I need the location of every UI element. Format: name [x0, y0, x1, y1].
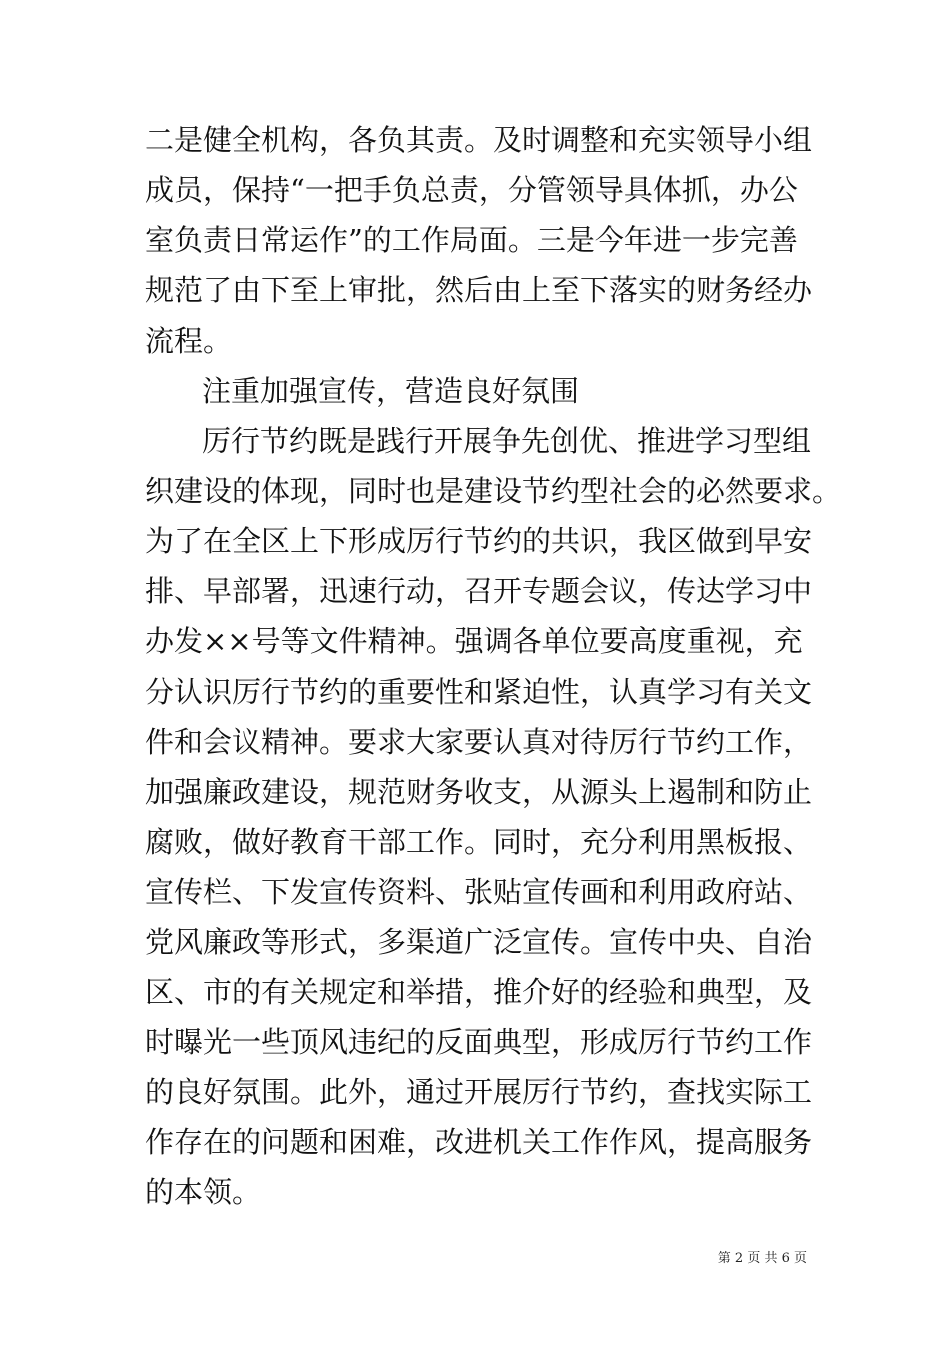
text-line-14: 加强廉政建设，规范财务收支，从源头上遏制和防止: [145, 775, 813, 809]
text-line-12: 分认识厉行节约的重要性和紧迫性，认真学习有关文: [145, 675, 813, 709]
page-number: 第 2 页 共 6 页: [717, 1251, 807, 1266]
text-line-1: 二是健全机构，各负其责。及时调整和充实领导小组: [145, 123, 813, 157]
text-line-16: 宣传栏、下发宣传资料、张贴宣传画和利用政府站、: [145, 875, 813, 909]
text-line-3: 室负责日常运作”的工作局面。三是今年进一步完善: [145, 223, 798, 257]
text-line-9: 为了在全区上下形成厉行节约的共识，我区做到早安: [145, 524, 813, 558]
text-line-2: 成员，保持“一把手负总责，分管领导具体抓，办公: [145, 173, 798, 207]
section-heading: 注重加强宣传，营造良好氛围: [202, 374, 580, 408]
text-line-5: 流程。: [145, 324, 233, 358]
text-line-21: 作存在的问题和困难，改进机关工作作风，提高服务: [145, 1125, 813, 1159]
text-line-11: 办发××号等文件精神。强调各单位要高度重视，充: [145, 624, 803, 658]
text-line-18: 区、市的有关规定和举措，推介好的经验和典型，及: [145, 975, 813, 1009]
text-line-15: 腐败，做好教育干部工作。同时，充分利用黑板报、: [145, 825, 813, 859]
text-line-19: 时曝光一些顶风违纪的反面典型，形成厉行节约工作: [145, 1025, 813, 1059]
text-line-4: 规范了由下至上审批，然后由上至下落实的财务经办: [145, 273, 813, 307]
text-line-17: 党风廉政等形式，多渠道广泛宣传。宣传中央、自治: [145, 925, 813, 959]
text-line-20: 的良好氛围。此外，通过开展厉行节约，查找实际工: [145, 1075, 813, 1109]
text-line-10: 排、早部署，迅速行动，召开专题会议，传达学习中: [145, 574, 813, 608]
text-line-8: 织建设的体现，同时也是建设节约型社会的必然要求。: [145, 474, 842, 508]
paragraph-first-line: 厉行节约既是践行开展争先创优、推进学习型组: [202, 424, 812, 458]
text-line-22: 的本领。: [145, 1175, 262, 1209]
text-line-13: 件和会议精神。要求大家要认真对待厉行节约工作，: [145, 725, 813, 759]
